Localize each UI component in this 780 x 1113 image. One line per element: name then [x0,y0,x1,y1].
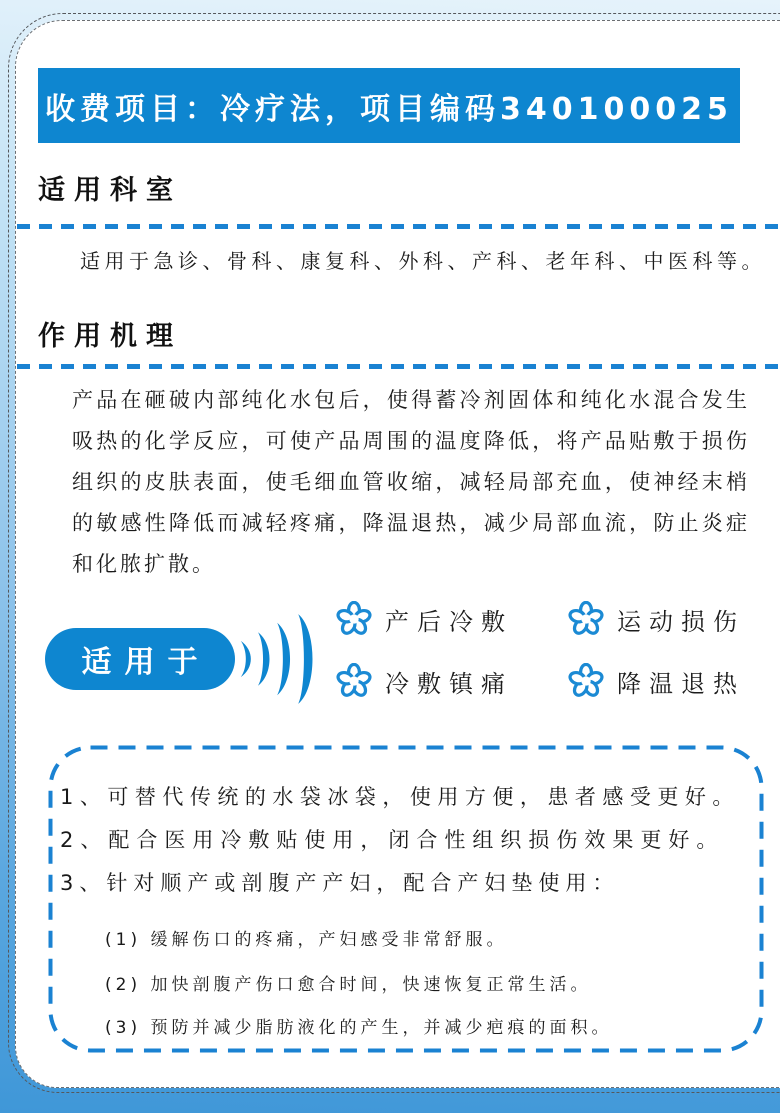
use-case-item [336,601,513,637]
mechanism-section-heading: 作用机理 [38,321,182,352]
use-case-label: 冷敷镇痛 [385,669,513,698]
sound-wave-icon [237,611,323,707]
use-case-item [568,601,745,637]
mechanism-section-body: 产品在砸破内部纯化水包后，使得蓄冷剂固体和纯化水混合发生吸热的化学反应，可使产品周围的温度降低，将产品贴敷于损伤组织的皮肤表面，使毛细血管收缩，减轻局部充血，使神经末梢的敏感性降低而减轻疼痛，降温退热，减少局部血流，防止炎症和化脓扩散。 [72,388,750,576]
use-case-label: 降温退热 [617,669,745,698]
benefit-item: 2、配合医用冷敷贴使用，闭合性组织损伤效果更好。 [60,828,725,852]
dept-section-heading: 适用科室 [38,175,182,206]
applicable-pill-label: 适用于 [81,645,211,680]
use-case-item [336,663,513,699]
benefit-sub-item: (1) 缓解伤口的疼痛，产妇感受非常舒服。 [105,930,508,950]
use-case-item [568,663,745,699]
use-case-label: 产后冷敷 [385,607,513,636]
flower-icon [568,663,604,699]
benefit-sub-item: (2) 加快剖腹产伤口愈合时间，快速恢复正常生活。 [105,975,592,995]
header-title: 收费项目：冷疗法，项目编码340100025 [45,91,733,127]
benefit-item: 3、针对顺产或剖腹产产妇，配合产妇垫使用： [60,871,620,895]
applicable-pill [45,628,235,690]
mechanism-section-divider [17,364,780,369]
dept-section-divider [17,224,780,229]
benefit-sub-item: (3) 预防并减少脂肪液化的产生，并减少疤痕的面积。 [105,1018,613,1038]
benefits-box [48,745,764,1053]
header-banner [38,68,740,143]
dept-section-body: 适用于急诊、骨科、康复科、外科、产科、老年科、中医科等。 [80,249,766,273]
flower-icon [568,601,604,637]
use-case-label: 运动损伤 [617,607,745,636]
benefit-item: 1、可替代传统的水袋冰袋，使用方便，患者感受更好。 [60,785,740,809]
flower-icon [336,601,372,637]
flower-icon [336,663,372,699]
